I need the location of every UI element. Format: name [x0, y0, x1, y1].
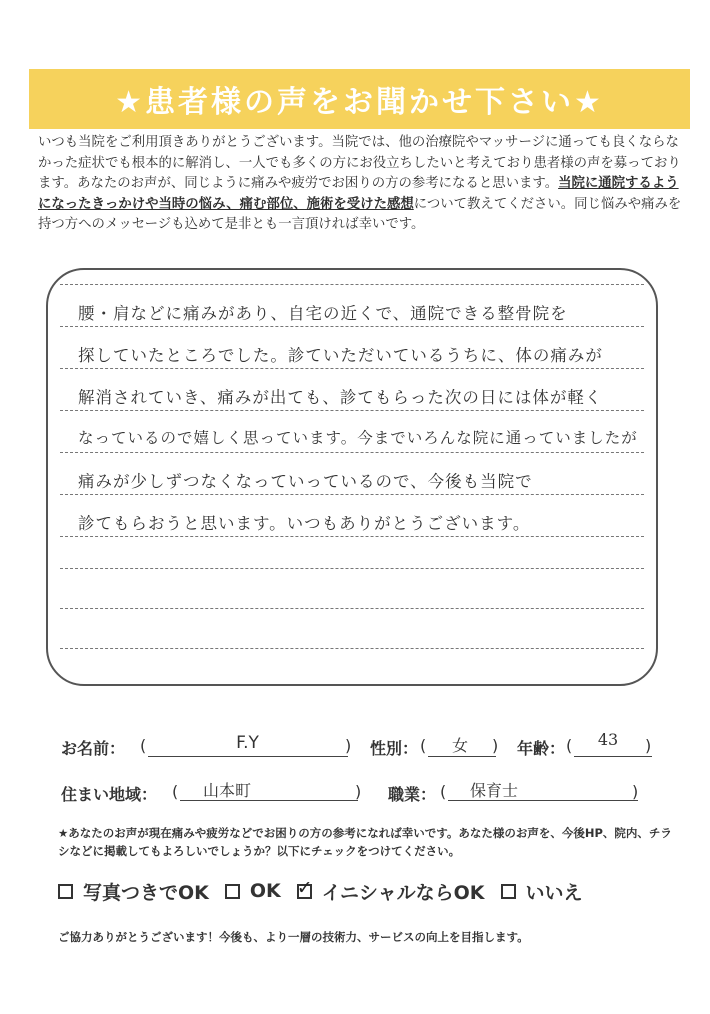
option-photo-ok[interactable] — [58, 878, 209, 905]
ruled-line — [60, 648, 644, 649]
option-no[interactable] — [501, 878, 583, 905]
job-label: 職業： — [388, 785, 437, 804]
option-initial-ok[interactable] — [297, 878, 485, 905]
ruled-line — [60, 452, 644, 453]
ruled-line — [60, 284, 644, 285]
name-label: お名前： — [61, 739, 126, 758]
check-mark-icon: ✓ — [296, 876, 313, 899]
consent-note: ★あなたのお声が現在痛みや疲労などでお困りの方の参考になれば幸いです。あなた様のお声を、今後HP、院内、チラシなどに掲載してもよろしいでしょうか？以下にチェックをつけてください。 — [58, 826, 672, 858]
message-line: 痛みが少しずつなくなっていっているので、今後も当院で — [78, 472, 533, 491]
name-value: F.Y — [236, 733, 259, 753]
ruled-line — [60, 494, 644, 495]
intro-paragraph-1: いつも当院をご利用頂きありがとうございます。当院では、他の治療院やマッサージに通っても良くならなかった症状でも根本的に解消し、一人でも多くの方にお役立ちしたいと考えており患者様の声を募っております。あなたのお声が、同じように痛みや疲労でお困りの方の参考になると思います。 — [38, 135, 681, 191]
ruled-line — [60, 568, 644, 569]
message-line: 解消されていき、痛みが出ても、診てもらった次の日には体が軽く — [78, 388, 603, 407]
area-label: 住まい地域： — [61, 785, 158, 804]
page-title: ★患者様の声をお聞かせ下さい★ — [115, 85, 604, 120]
name-close-paren: ) — [345, 736, 352, 755]
option-ok[interactable] — [225, 880, 281, 902]
checkbox-checked[interactable] — [296, 876, 313, 899]
message-line: 探していたところでした。診ていただいているうちに、体の痛みが — [78, 346, 603, 365]
age-close-paren: ) — [645, 736, 652, 755]
job-underline — [448, 800, 638, 801]
option-label: いいえ — [525, 881, 583, 904]
message-line: なっているので嬉しく思っています。今までいろんな院に通っていましたが — [78, 429, 638, 447]
gender-open-paren: ( — [420, 736, 427, 755]
area-value: 山本町 — [203, 781, 252, 800]
ruled-line — [60, 326, 644, 327]
job-value: 保育士 — [470, 781, 519, 800]
intro-text — [38, 133, 688, 236]
option-label: OK — [249, 880, 281, 902]
message-line: 腰・肩などに痛みがあり、自宅の近くで、通院できる整骨院を — [78, 304, 568, 323]
ruled-line — [60, 608, 644, 609]
job-close-paren: ) — [632, 782, 639, 801]
option-label: イニシャルならOK — [321, 881, 485, 904]
gender-label: 性別： — [370, 739, 419, 758]
ruled-line — [60, 536, 644, 537]
area-close-paren: ) — [355, 782, 362, 801]
option-label: 写真つきでOK — [83, 881, 209, 904]
area-open-paren: ( — [172, 782, 179, 801]
ruled-line — [60, 368, 644, 369]
job-open-paren: ( — [440, 782, 447, 801]
gender-close-paren: ) — [492, 736, 499, 755]
message-card — [46, 268, 658, 686]
age-open-paren: ( — [566, 736, 573, 755]
intro-paragraph-2: について教えてください。同じ悩みや痛みを持つ方へのメッセージも込めて是非とも一言頂ければ幸いです。 — [38, 196, 682, 232]
checkbox[interactable] — [501, 884, 516, 899]
gender-underline — [428, 756, 496, 757]
age-underline — [574, 756, 652, 757]
footer-thanks: ご協力ありがとうございます！今後も、より一層の技術力、サービスの向上を目指します。 — [58, 930, 529, 944]
checkbox[interactable] — [58, 884, 73, 899]
ruled-line — [60, 410, 644, 411]
gender-value: 女 — [451, 736, 468, 755]
name-underline — [148, 756, 348, 757]
checkbox[interactable] — [225, 884, 240, 899]
age-value: 43 — [597, 730, 619, 749]
age-label: 年齢： — [517, 739, 566, 758]
header-banner — [29, 69, 690, 129]
name-open-paren: ( — [140, 736, 147, 755]
area-underline — [180, 800, 358, 801]
intro-emphasis: 当院に通院するようになったきっかけや当時の悩み、痛む部位、施術を受けた感想 — [38, 176, 679, 212]
message-line: 診てもらおうと思います。いつもありがとうございます。 — [78, 514, 531, 533]
consent-options — [58, 875, 698, 907]
